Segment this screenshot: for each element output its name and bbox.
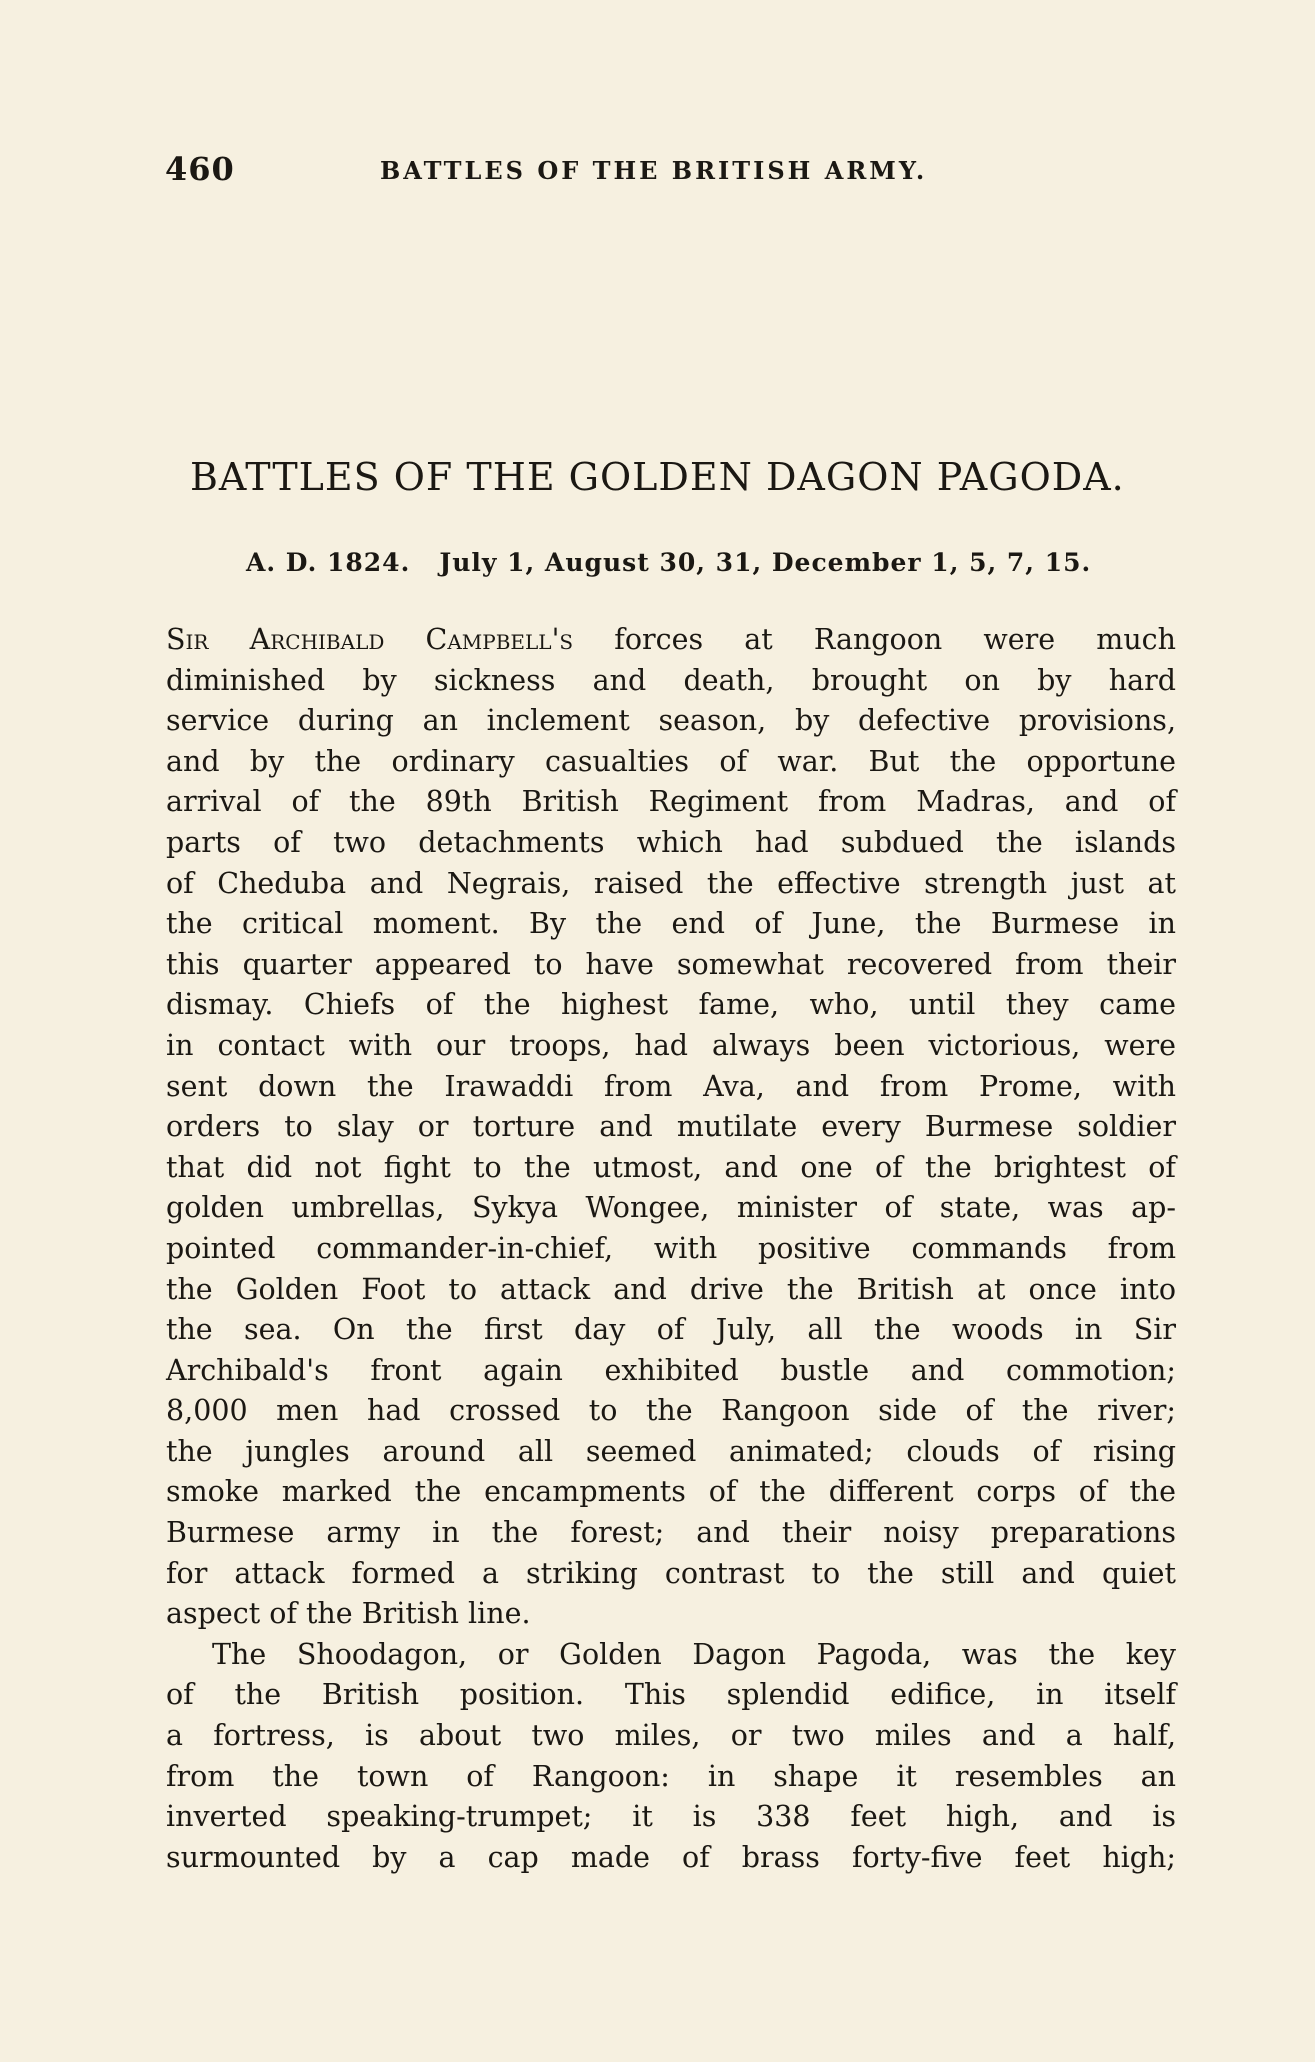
text-line: smoke marked the encampments of the different corps of the <box>166 1475 1176 1509</box>
body-text <box>166 620 1176 1878</box>
text-line: of the British position. This splendid edifice, in itself <box>166 1678 1176 1712</box>
text-line: Archibald's front again exhibited bustle and commotion; <box>166 1353 1176 1387</box>
text-line: inverted speaking-trumpet; it is 338 feet high, and is <box>166 1800 1176 1834</box>
text-line-rest: forces at Rangoon were much <box>573 623 1176 656</box>
chapter-date-line: A. D. 1824. July 1, August 30, 31, December 1, 5, 7, 15. <box>246 548 1092 577</box>
text-line: of Cheduba and Negrais, raised the effective strength just at <box>166 866 1176 900</box>
text-line: and by the ordinary casualties of war. But the opportune <box>166 744 1176 778</box>
text-line: The Shoodagon, or Golden Dagon Pagoda, was the key <box>212 1637 1176 1671</box>
text-line: sent down the Irawaddi from Ava, and from Prome, with <box>166 1069 1176 1103</box>
text-line: the sea. On the first day of July, all the woods in Sir <box>166 1313 1176 1347</box>
text-line: the jungles around all seemed animated; clouds of rising <box>166 1434 1176 1468</box>
text-line: diminished by sickness and death, brought on by hard <box>166 663 1176 697</box>
chapter-title: BATTLES OF THE GOLDEN DAGON PAGODA. <box>190 455 1125 499</box>
text-line <box>166 620 1176 661</box>
text-line: the critical moment. By the end of June, the Burmese in <box>166 907 1176 941</box>
page-number: 460 <box>165 150 235 188</box>
text-line: aspect of the British line. <box>166 1597 531 1631</box>
text-line: pointed commander-in-chief, with positive commands from <box>166 1231 1176 1265</box>
text-line: for attack formed a striking contrast to the still and quiet <box>166 1556 1176 1590</box>
text-line: surmounted by a cap made of brass forty-five feet high; <box>166 1840 1176 1874</box>
opening-name: Sir Archibald Campbell's <box>166 623 574 656</box>
text-line: Burmese army in the forest; and their noisy preparations <box>166 1516 1176 1550</box>
text-line: dismay. Chiefs of the highest fame, who, until they came <box>166 988 1176 1022</box>
text-line: parts of two detachments which had subdued the islands <box>166 825 1176 859</box>
text-line: golden umbrellas, Sykya Wongee, minister of state, was ap- <box>166 1191 1176 1225</box>
text-line: the Golden Foot to attack and drive the British at once into <box>166 1272 1176 1306</box>
text-line: arrival of the 89th British Regiment from Madras, and of <box>166 785 1176 819</box>
running-head: BATTLES OF THE BRITISH ARMY. <box>380 156 928 185</box>
text-line: that did not fight to the utmost, and one of the brightest of <box>166 1150 1176 1184</box>
text-line: 8,000 men had crossed to the Rangoon side of the river; <box>166 1394 1176 1428</box>
text-line: this quarter appeared to have somewhat recovered from their <box>166 947 1176 981</box>
text-line: from the town of Rangoon: in shape it resembles an <box>166 1759 1176 1793</box>
text-line: in contact with our troops, had always been victorious, were <box>166 1028 1176 1062</box>
text-line: orders to slay or torture and mutilate every Burmese soldier <box>166 1110 1176 1144</box>
text-line: service during an inclement season, by defective provisions, <box>166 704 1176 738</box>
text-line: a fortress, is about two miles, or two miles and a half, <box>166 1719 1176 1753</box>
